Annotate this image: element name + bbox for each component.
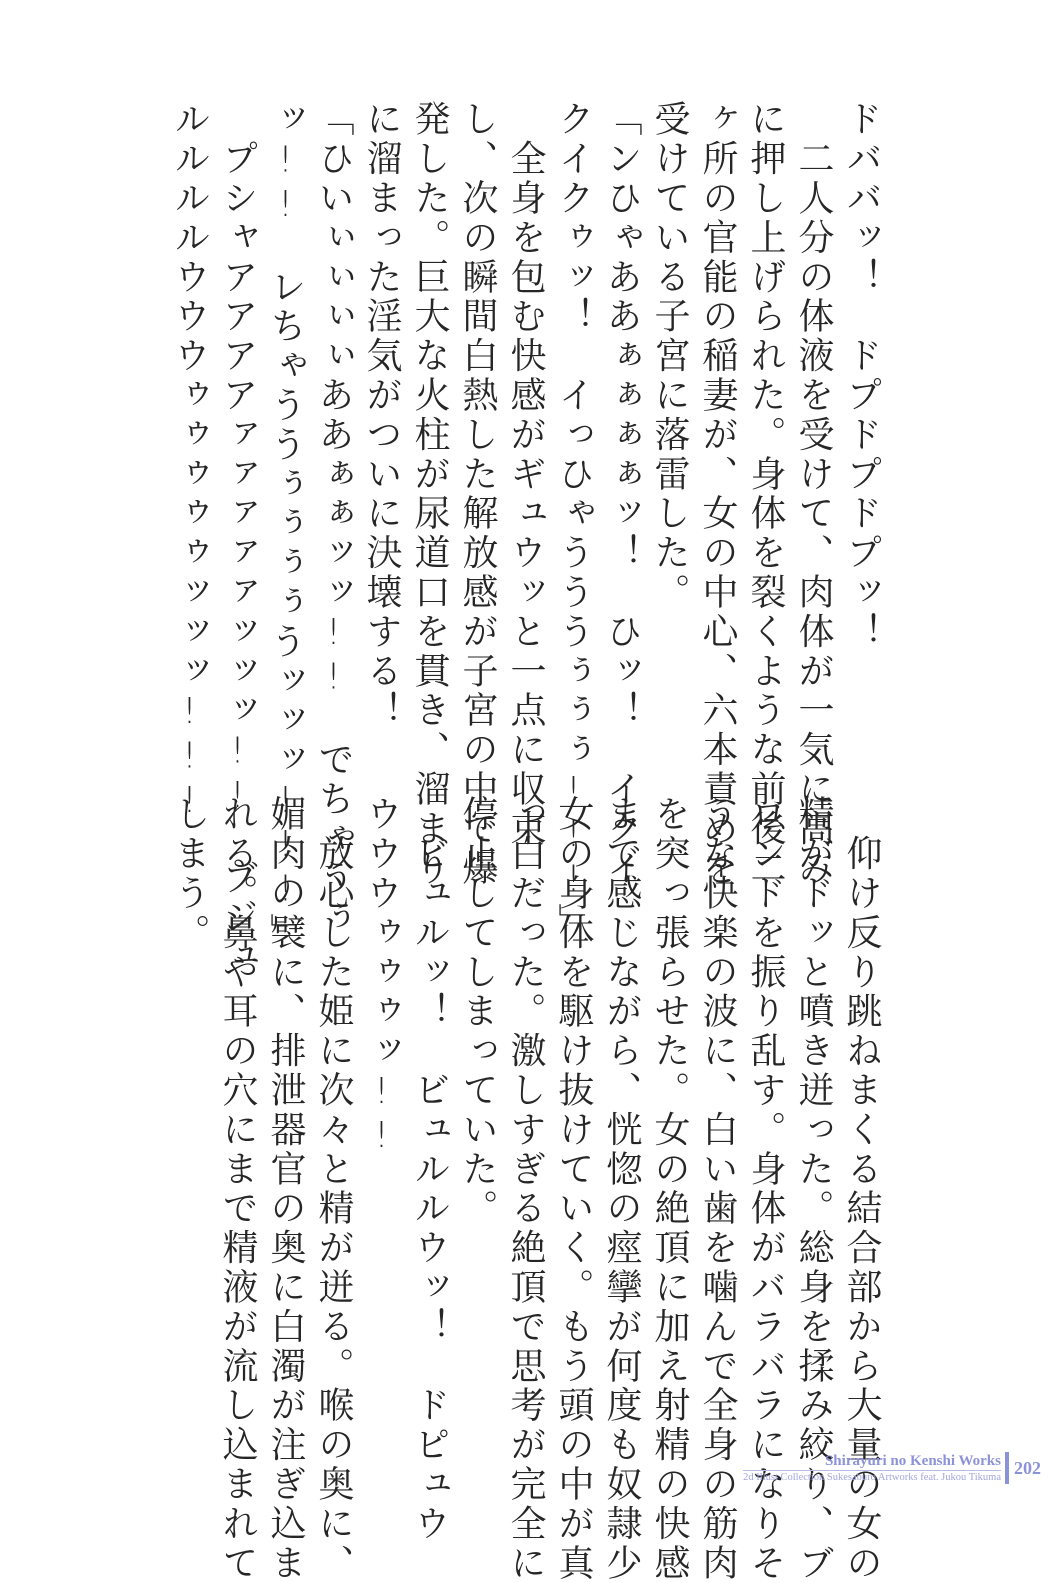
text-column: ビュルッ！ ビュルルウッ！ ドピュウ	[409, 795, 450, 1544]
text-column: 仰け反り跳ねまくる結合部から大量の女の	[841, 795, 882, 1583]
text-column: まで感じながら、恍惚の痙攣が何度も奴隷少	[601, 795, 642, 1583]
text-column: ドババッ！ ドプドプドプッ！	[841, 100, 882, 652]
text-column: っ白だった。激しすぎる絶頂で思考が完全に	[505, 795, 546, 1583]
text-column: 媚肉の襞に、排泄器官の奥に白濁が注ぎ込ま	[265, 795, 306, 1583]
text-column: 「ンひゃああぁぁぁぁッ！ ひッ！ イクイ	[601, 100, 642, 888]
text-column: 全身を包む快感がギュウッと一点に収束	[505, 100, 546, 849]
footer-text	[743, 1453, 1005, 1484]
text-column: 放心した姫に次々と精が迸る。喉の奥に、	[313, 795, 354, 1583]
footer-divider-bar	[1005, 1452, 1009, 1484]
text-column: 精がドッと噴き迸った。総身を揉み絞り、ブ	[793, 795, 834, 1583]
book-title: Shirayuri no Kenshi Works	[743, 1453, 1001, 1471]
text-column: に溜まった淫気がついに決壊する！	[361, 100, 402, 731]
text-column: クイクゥッ！ イっひゃうううぅぅぅ!!!」	[553, 100, 594, 943]
page-number: 202	[1014, 1458, 1041, 1478]
text-column: しまう。	[169, 795, 210, 953]
page-footer	[743, 1452, 1041, 1484]
text-column: プシャアアアアァァァァァッッッ!! ブジュ	[217, 100, 258, 977]
text-column: 「ひいぃぃぃぃああぁぁッッ!! でちゃうぅ	[313, 100, 354, 938]
text-column: を突っ張らせた。女の絶頂に加え射精の快感	[649, 795, 690, 1583]
text-column: ウウウゥゥゥッ!!	[361, 795, 402, 1160]
text-column: うな快楽の波に、白い歯を噛んで全身の筋肉	[697, 795, 738, 1583]
text-column: 二人分の体液を受けて、肉体が一気に高み	[793, 100, 834, 888]
text-column: 受けている子宮に落雷した。	[649, 100, 690, 613]
text-column: 女の身体を駆け抜けていく。もう頭の中が真	[553, 795, 594, 1583]
text-column: ルルルルウウウゥゥゥゥゥッッッ!!!	[169, 100, 210, 825]
text-column: し、次の瞬間白熱した解放感が子宮の中で爆	[457, 100, 498, 888]
text-column: ロンドを振り乱す。身体がバラバラになりそ	[745, 795, 786, 1583]
text-column: ッ!! レちゃううぅぅぅぅうッッッ!!!」	[265, 100, 306, 953]
text-column: れる。鼻や耳の穴にまで精液が流し込まれて	[217, 795, 258, 1583]
book-subtitle: 2d Illust Collection Sukesaburo Artworks feat. Jukou Tikuma	[743, 1472, 1001, 1483]
text-column: 発した。巨大な火柱が尿道口を貫き、溜まり	[409, 100, 450, 888]
text-column: 停止してしまっていた。	[457, 795, 498, 1229]
text-column: ヶ所の官能の稲妻が、女の中心、六本責めを	[697, 100, 738, 888]
text-column: に押し上げられた。身体を裂くような前後二	[745, 100, 786, 888]
